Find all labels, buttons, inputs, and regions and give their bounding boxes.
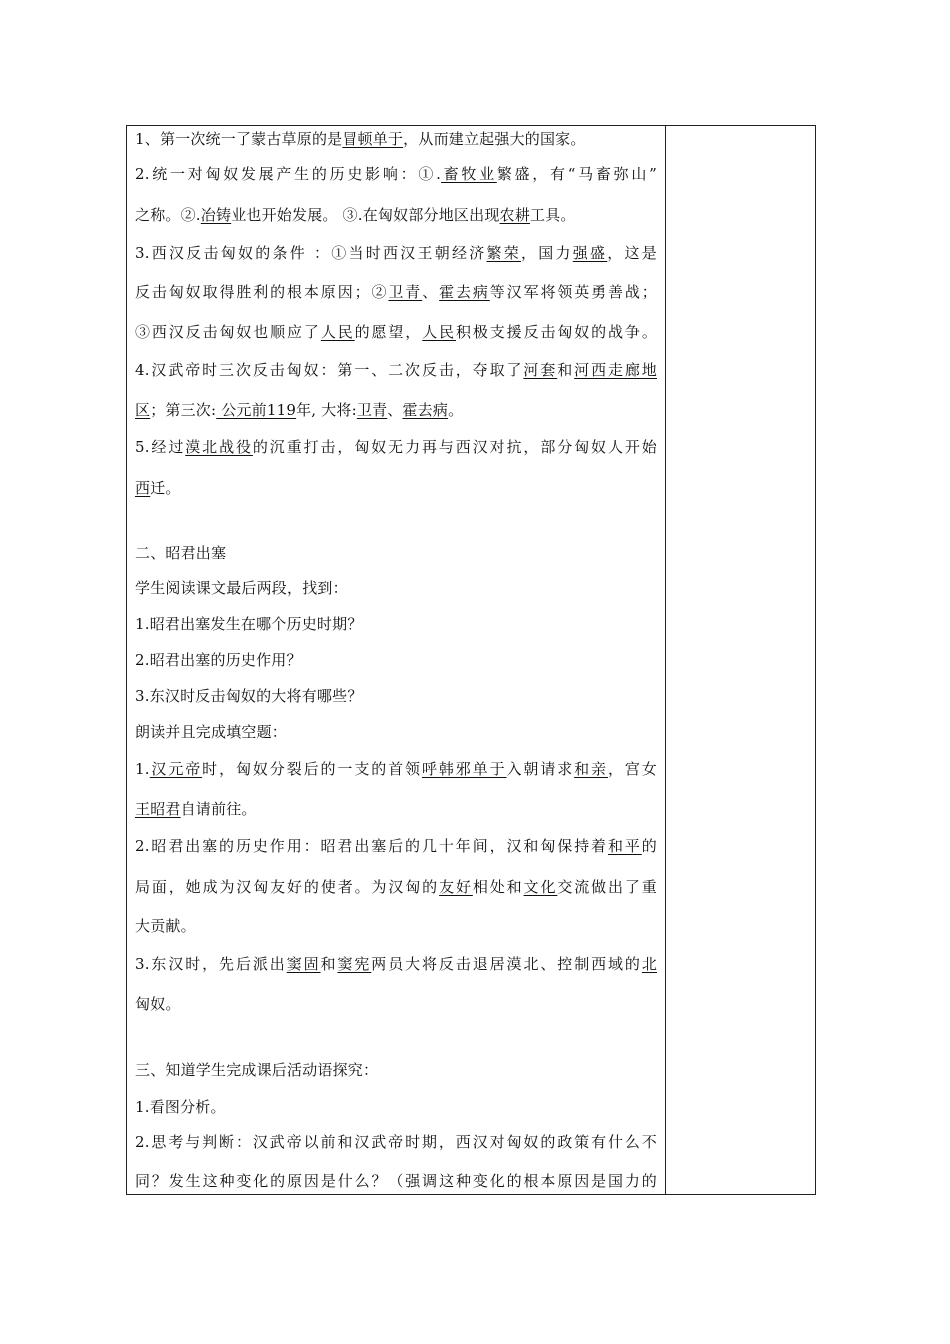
lesson-table — [126, 125, 816, 1195]
text: 积极支援反击匈奴的战争。 — [456, 323, 658, 341]
text: 的沉重打击，匈奴无力再与西汉对抗，部分匈奴人开始 — [252, 438, 657, 456]
answer-blank: 人民 — [422, 323, 456, 341]
section-heading: 二、昭君出塞 — [135, 544, 227, 562]
answer-blank: 卫青 — [388, 283, 423, 301]
text: 迁。 — [150, 479, 181, 497]
text-line — [135, 400, 463, 420]
text: 2.昭君出塞的历史作用：昭君出塞后的几十年间，汉和匈保持着 — [135, 837, 608, 855]
text-line — [135, 164, 657, 184]
text-line: 匈奴。 — [135, 995, 181, 1013]
text: 3.东汉时，先后派出 — [135, 955, 287, 973]
answer-blank: 卫青 — [356, 401, 388, 419]
answer-blank: 区 — [135, 401, 151, 419]
text-line — [135, 360, 657, 380]
text-line — [135, 478, 181, 498]
answer-blank: 文化 — [523, 878, 558, 896]
question-item: 2.昭君出塞的历史作用？ — [135, 651, 302, 669]
text: ，从而建立起强大的国家。 — [403, 130, 586, 148]
text: ，这是 — [607, 244, 657, 262]
text: 的 — [641, 837, 657, 855]
answer-blank: 河西走廊地 — [574, 361, 657, 379]
text: 两员大将反击退居漠北、控制西域的 — [371, 955, 642, 973]
question-item: 1.昭君出塞发生在哪个历史时期？ — [135, 615, 363, 633]
text: 4.汉武帝时三次反击匈奴：第一、二次反击，夺取了 — [135, 361, 524, 379]
answer-blank: 王昭君 — [135, 800, 181, 818]
answer-blank: 霍去病 — [402, 401, 449, 419]
answer-blank: 霍去病 — [439, 283, 490, 301]
text-line: 朗读并且完成填空题： — [135, 723, 288, 741]
text: 时，匈奴分裂后的一支的首领 — [202, 760, 422, 778]
text-line — [135, 243, 657, 263]
text: ，宫女 — [607, 760, 657, 778]
section-heading: 三、知道学生完成课后活动语探究： — [135, 1061, 379, 1079]
text-line: 学生阅读课文最后两段，找到： — [135, 579, 348, 597]
text: 和 — [320, 955, 338, 973]
text: 2.统一对匈奴发展产生的历史影响：①. — [135, 165, 442, 183]
answer-blank: 畜牧业 — [441, 165, 497, 183]
answer-blank: 窦宪 — [337, 955, 372, 973]
answer-blank: 冶铸 — [200, 206, 232, 224]
answer-blank: 漠北战役 — [185, 438, 253, 456]
answer-blank: 和平 — [607, 837, 642, 855]
text-line — [135, 282, 657, 302]
text-line — [135, 759, 657, 779]
text-line — [135, 322, 657, 342]
text: 1、第一次统一了蒙古草原的是 — [135, 130, 343, 148]
answer-blank: 人民 — [320, 323, 355, 341]
answer-blank: 冒顿单于 — [342, 130, 404, 148]
answer-blank: 繁荣 — [486, 244, 522, 262]
answer-blank: 汉元帝 — [149, 760, 203, 778]
text: 相处和 — [472, 878, 524, 896]
answer-blank: 呼韩邪单于 — [421, 760, 507, 778]
answer-blank: 强盛 — [572, 244, 608, 262]
text: 3.西汉反击匈奴的条件 ：①当时西汉王朝经济 — [135, 244, 487, 262]
text: 、 — [422, 283, 440, 301]
text-line — [135, 836, 657, 856]
text: ③西汉反击匈奴也顺应了 — [135, 323, 321, 341]
answer-blank: 西 — [135, 479, 151, 497]
text: 业也开始发展。 ③.在匈奴部分地区出现 — [231, 206, 500, 224]
text: 局面，她成为汉匈友好的使者。为汉匈的 — [135, 878, 440, 896]
text-line: 同？发生这种变化的原因是什么？（强调这种变化的根本原因是国力的 — [135, 1172, 657, 1190]
text-line — [135, 437, 657, 457]
text: ，国力 — [521, 244, 573, 262]
answer-blank: 和亲 — [574, 760, 608, 778]
column-divider — [665, 126, 666, 1194]
text: 和 — [557, 361, 575, 379]
answer-blank: 农耕 — [499, 206, 530, 224]
text-line — [135, 205, 576, 225]
text-line — [135, 129, 586, 149]
text: 。 — [448, 401, 464, 419]
answer-blank: 友好 — [439, 878, 473, 896]
text: ；第三次: — [150, 401, 217, 419]
text: 1. — [135, 760, 150, 778]
answer-blank: 公元前119 — [216, 401, 297, 419]
text: 繁盛，有“马畜弥山” — [496, 165, 657, 183]
text: 5.经过 — [135, 438, 186, 456]
text-line — [135, 799, 257, 819]
text: 反击匈奴取得胜利的根本原因；② — [135, 283, 389, 301]
text: 工具。 — [529, 206, 576, 224]
text: 自请前往。 — [180, 800, 257, 818]
answer-blank: 窦固 — [286, 955, 321, 973]
text: 交流做出了重 — [557, 878, 658, 896]
text: 的愿望， — [354, 323, 423, 341]
text-line — [135, 877, 657, 897]
text-line: 2.思考与判断：汉武帝以前和汉武帝时期，西汉对匈奴的政策有什么不 — [135, 1133, 657, 1151]
text: 年, 大将: — [296, 401, 357, 419]
question-item: 3.东汉时反击匈奴的大将有哪些？ — [135, 687, 363, 705]
answer-blank: 河套 — [523, 361, 558, 379]
text-line: 大贡献。 — [135, 917, 196, 935]
answer-blank: 北 — [641, 955, 658, 973]
text-line — [135, 954, 657, 974]
text: 等汉军将领英勇善战； — [489, 283, 658, 301]
text-line: 1.看图分析。 — [135, 1098, 226, 1116]
text: 之称。②. — [135, 206, 201, 224]
text: 入朝请求 — [506, 760, 575, 778]
text: 、 — [387, 401, 403, 419]
